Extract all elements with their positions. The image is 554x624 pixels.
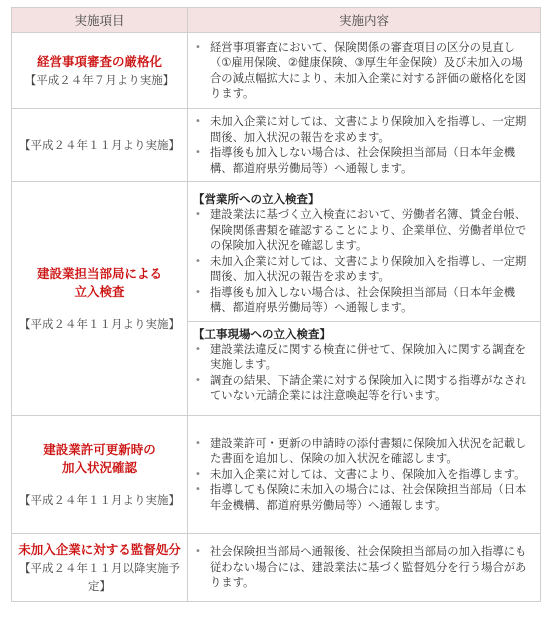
row-content-cell [188,534,541,602]
row-title: 建設業担当部局による 立入検査 [36,265,162,299]
content-list [188,114,540,176]
table-row [12,182,541,416]
row-content-cell [188,109,541,182]
row-schedule: 【平成２４年１１月より実施】 [19,316,180,331]
row-schedule: 【平成２４年１１月より実施】 [19,138,180,152]
table-row [12,416,541,534]
list-item: • 建設業許可・更新の申請時の添付書類に保険加入状況を記載した書面を追加し、保険の加入状況を確認します。 [188,436,540,467]
content-list [188,544,540,591]
row-title: 経営事項審査の厳格化 [36,53,162,69]
row-schedule: 【平成２４年１１月より実施】 [19,492,180,507]
list-item: • 建設業法違反に関する検査に併せて、保険加入に関する調査を実施します。 [188,342,540,373]
section-heading: 【営業所への立入検査】 [193,192,320,207]
measures-table-container [11,7,541,602]
row-content-cell [188,416,541,534]
list-item: • 未加入企業に対しては、文書により、保険加入を指導します。 [188,467,540,483]
section-divider [188,321,540,409]
measures-table [11,7,541,602]
row-schedule: 【平成２４年７月より実施】 [24,72,175,87]
list-item: • 指導後も加入しない場合は、社会保険担当部局（日本年金機構、都道府県労働局等）へ通報します。 [188,145,540,176]
header-implementation-content: 実施内容 [188,8,541,33]
list-item: • 社会保険担当部局へ通報後、社会保険担当部局の加入指導にも従わない場合には、建設業法に基づく監督処分を行う場合があります。 [188,544,540,591]
row-content-cell [188,182,541,416]
table-row [12,109,541,182]
row-title: 未加入企業に対する監督処分 [18,541,181,557]
row-schedule: 【平成２４年１１月以降実施予定】 [19,560,180,593]
list-item: • 指導後も加入しない場合は、社会保険担当部局（日本年金機構、都道府県労働局等）へ通報します。 [188,285,540,316]
row-title: 建設業許可更新時の 加入状況確認 [43,441,156,475]
content-list [188,40,540,102]
row-item-cell [12,182,188,416]
list-item: • 建設業法に基づく立入検査において、労働者名簿、賃金台帳、保険関係書類を確認することにより、企業単位、労働者単位での保険加入状況を確認します。 [188,207,540,254]
row-item-cell [12,109,188,182]
header-implementation-item: 実施項目 [12,8,188,33]
content-list [188,342,540,404]
section-heading: 【工事現場への立入検査】 [193,326,331,341]
content-list [188,207,540,316]
row-item-cell [12,534,188,602]
list-item: • 指導しても保険に未加入の場合には、社会保険担当部局（日本年金機構、都道府県労働局等）へ通報します。 [188,482,540,513]
table-header-row [12,8,541,33]
content-list [188,436,540,514]
list-item: • 未加入企業に対しては、文書により保険加入を指導し、一定期間後、加入状況の報告を求めます。 [188,254,540,285]
table-row [12,33,541,109]
list-item: • 経営事項審査において、保険関係の審査項目の区分の見直し（①雇用保険、②健康保険、③厚生年金保険）及び未加入の場合の減点幅拡大により、未加入企業に対する評価の厳格化を図ります。 [188,40,540,102]
row-content-cell [188,33,541,109]
list-item: • 未加入企業に対しては、文書により保険加入を指導し、一定期間後、加入状況の報告を求めます。 [188,114,540,145]
row-item-cell [12,33,188,109]
row-item-cell [12,416,188,534]
list-item: • 調査の結果、下請企業に対する保険加入に関する指導がなされていない元請企業には注意喚起等を行います。 [188,373,540,404]
table-row [12,534,541,602]
